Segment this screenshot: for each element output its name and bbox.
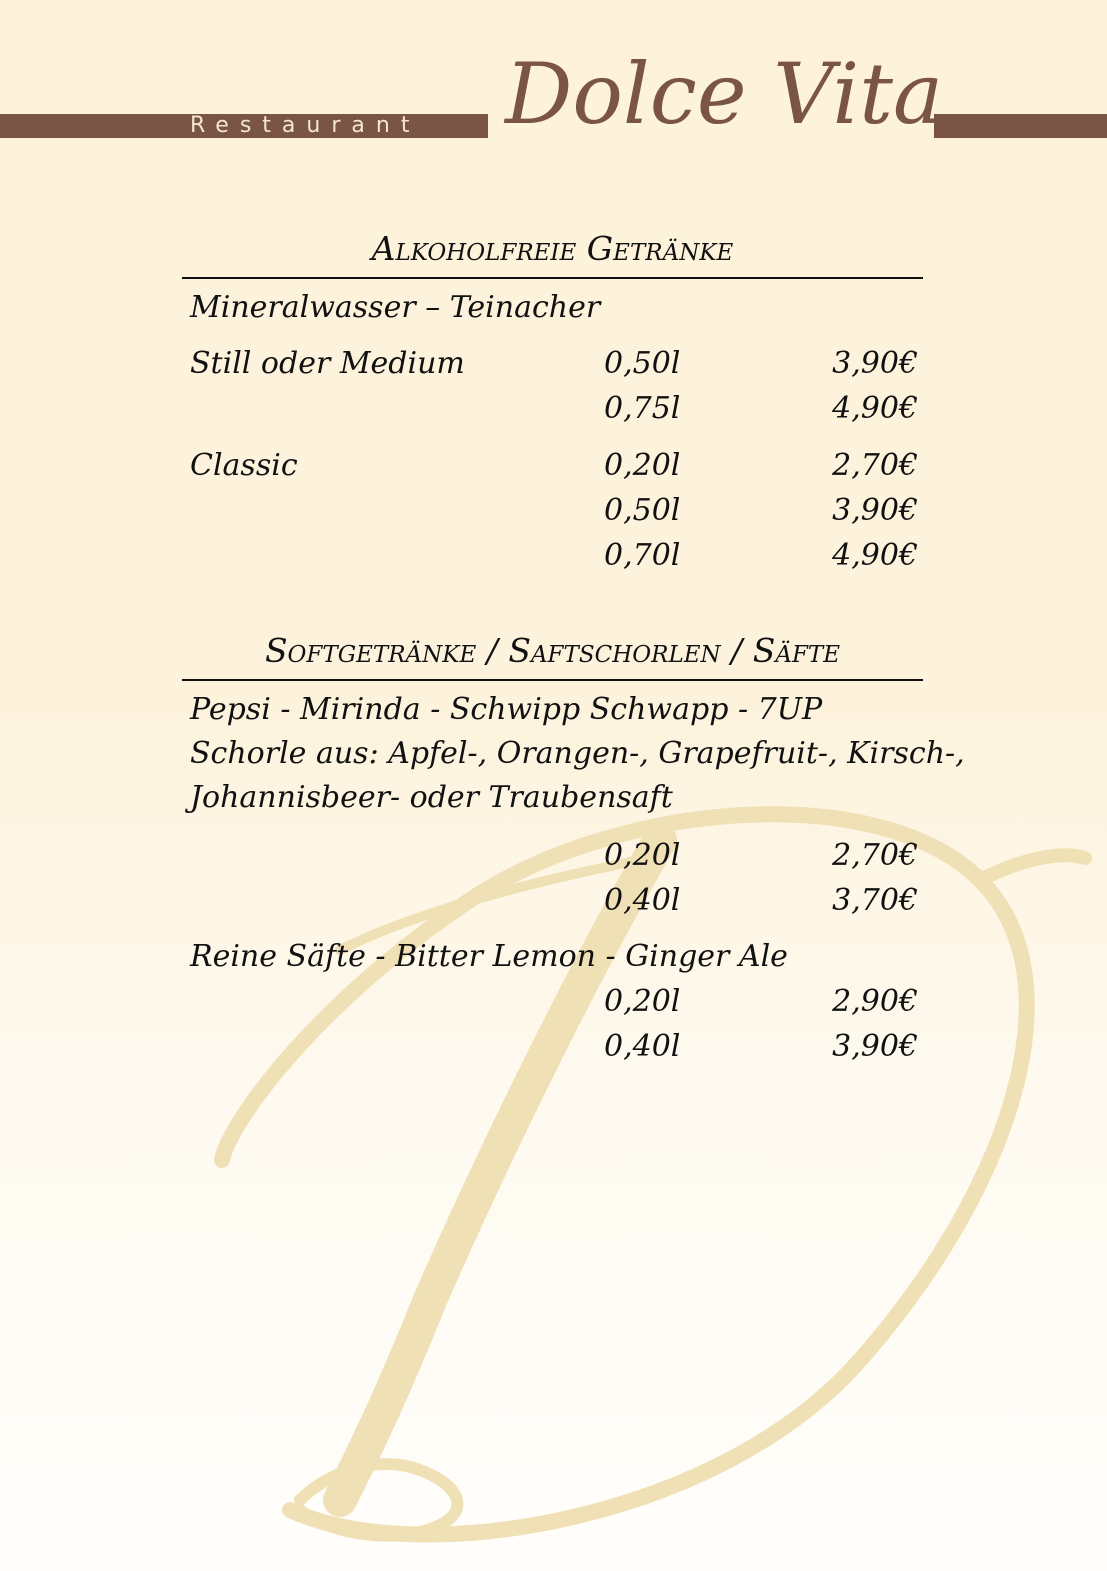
section-rule	[182, 277, 923, 279]
section-rule	[182, 679, 923, 681]
item-price: 2,70€	[832, 448, 918, 483]
item-price: 3,90€	[832, 493, 918, 528]
item-size: 0,40l	[604, 883, 681, 918]
item-size: 0,70l	[604, 538, 681, 573]
section-title-softgetraenke: Softgetränke / Saftschorlen / Säfte	[264, 631, 841, 670]
item-description: Pepsi - Mirinda - Schwipp Schwapp - 7UP	[190, 692, 823, 727]
item-size: 0,50l	[604, 346, 681, 381]
section-title-alkoholfreie: Alkoholfreie Getränke	[371, 229, 734, 268]
item-price: 4,90€	[832, 538, 918, 573]
item-size: 0,50l	[604, 493, 681, 528]
header-bar-right	[934, 114, 1107, 138]
item-price: 3,90€	[832, 1029, 918, 1064]
item-price: 3,70€	[832, 883, 918, 918]
item-heading: Mineralwasser – Teinacher	[190, 290, 601, 325]
item-size: 0,20l	[604, 984, 681, 1019]
item-price: 2,70€	[832, 838, 918, 873]
item-description: Schorle aus: Apfel-, Orangen-, Grapefruit-, Kirsch-,	[190, 736, 965, 771]
item-size: 0,75l	[604, 391, 681, 426]
item-price: 3,90€	[832, 346, 918, 381]
item-name: Still oder Medium	[190, 346, 465, 381]
item-size: 0,20l	[604, 838, 681, 873]
restaurant-name: Dolce Vita	[505, 45, 944, 143]
item-size: 0,40l	[604, 1029, 681, 1064]
item-price: 2,90€	[832, 984, 918, 1019]
restaurant-label: Restaurant	[190, 113, 421, 138]
item-price: 4,90€	[832, 391, 918, 426]
item-size: 0,20l	[604, 448, 681, 483]
item-description: Johannisbeer- oder Traubensaft	[190, 780, 673, 815]
item-name: Classic	[190, 448, 298, 483]
item-name: Reine Säfte - Bitter Lemon - Ginger Ale	[190, 939, 788, 974]
